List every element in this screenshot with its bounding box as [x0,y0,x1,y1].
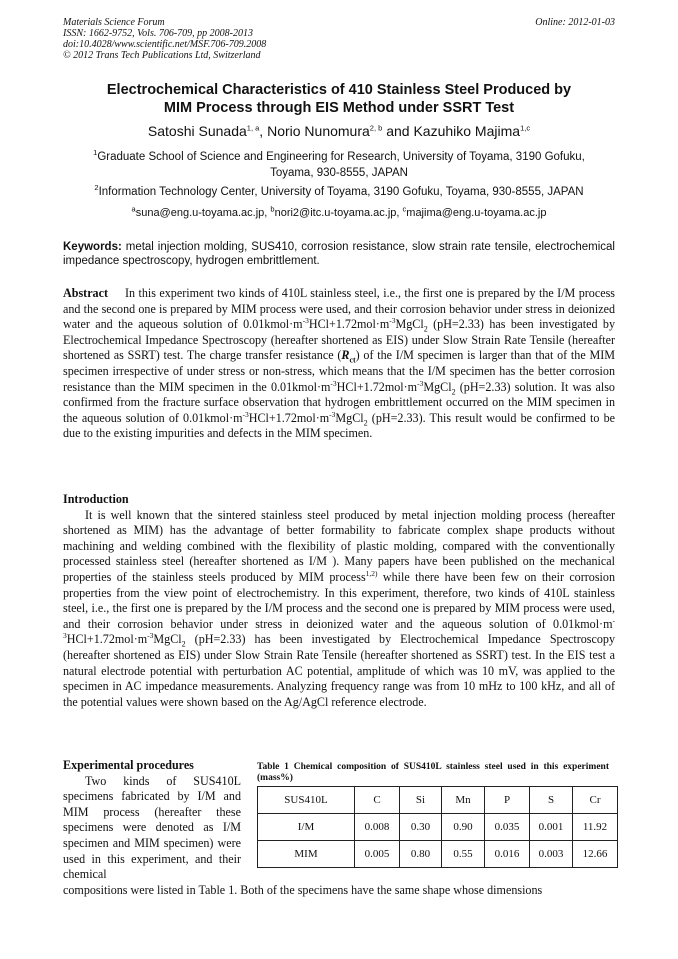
table-cell: 0.008 [355,814,400,841]
exponent: -3 [242,409,249,419]
rct-symbol: R [341,348,350,363]
issn: ISSN: 1662-9752, Vols. 706-709, pp 2008-2013 [63,28,253,39]
table-cell: 0.005 [355,841,400,868]
email-c-sup: c [402,204,407,214]
intro-text: MgCl [153,632,182,647]
subscript: 2 [181,639,186,649]
abstract-label: Abstract [63,286,109,300]
author-list [63,123,615,139]
abstract-text: In this experiment two kinds of 410L stainless steel, i.e., the first one is prepared by the I/M process and the second one is prepared by MIM process were used, and their corrosion behavior under stress in deionized water and the aqueous solution of 0.01kmol·m [63,286,615,332]
abstract-text: (pH=2.33) has been investigated by Electrochemical Impedance Spectroscopy (hereafter shortened as EIS) under Slow Strain Rate Tensile (hereafter shortened as SSRT) test. The charge transfer resistance ( [63,317,615,363]
paper-title [63,81,615,117]
journal-name: Materials Science Forum [63,17,165,28]
affiliation-1 [63,149,615,181]
experimental-heading: Experimental procedures [63,758,194,772]
table-cell: 12.66 [573,841,618,868]
abstract-text: ) of the I/M specimen is larger than that of the MIM specimen irrespective of under stress or non-stress, which means that the I/M specimen has the better corrosion resistance than the MIM specimen in the 0.01kmol·m [63,348,615,394]
email-b-sup: b [270,204,275,214]
affiliation-2-text: Information Technology Center, University of Toyama, 3190 Gofuku, Toyama, 930-8555, JAPAN [98,186,584,198]
table-cell: 0.80 [400,841,442,868]
doi: doi:10.4028/www.scientific.net/MSF.706-709.2008 [63,39,267,50]
experimental-text-continued: compositions were listed in Table 1. Both of the specimens have the same shape whose dimensions [63,883,543,897]
abstract-text: MgCl [395,317,424,332]
affiliation-1-num: 1 [93,148,98,158]
rct-subscript: ct [349,355,356,365]
author-separator: , [259,123,268,139]
author-separator: and [382,123,414,139]
email-b[interactable]: nori2@itc.u-toyama.ac.jp [274,207,397,219]
author-1: Satoshi Sunada [147,123,247,139]
email-list: $^a$suna@eng.u-toyama.ac.jp, $^b$nori2@itc.u-toyama.ac.jp, $^c$majima@eng.u-toyama.ac.jp [131,204,547,219]
experimental-text: Two kinds of SUS410L specimens fabricated by I/M and MIM process (hereafter these specimens were denoted as I/M specimen and MIM specimen) were used in this experiment, and their chemical [63,773,241,882]
exponent: -3 [147,631,154,641]
subscript: 2 [363,418,368,428]
affiliation-2-num: 2 [94,183,99,193]
abstract-text: MgCl [335,410,364,425]
exponent: -3 [330,378,337,388]
affiliation-1-line-2: Toyama, 930-8555, JAPAN [270,167,408,179]
exponent: -3 [302,316,309,326]
table-header-cell: SUS410L [258,787,355,814]
table-row [258,841,618,868]
table-cell: 0.90 [442,814,485,841]
author-1-sup: 1, a [246,123,260,133]
abstract-text: HCl+1.72mol·m [248,410,330,425]
abstract-text: (pH=2.33). This result would be confirmed to be due to the existing impurities and defects in the MIM specimen. [63,410,615,441]
exponent: -3 [63,615,615,641]
table-cell: MIM [258,841,355,868]
abstract-text: HCl+1.72mol·m [336,379,418,394]
intro-text: (pH=2.33) has been investigated by Electrochemical Impedance Spectroscopy (hereafter shortened as EIS) under Slow Strain Rate Tensile (hereafter shortened as SSRT) test. In the EIS test a natural electrode potential with perturbation AC potential, amplitude of which was 10 mV, was applied to the specimen in AC impedance measurements. Analyzing frequency range was from 10 mHz to 100 kHz, and all of the potential values were shown based on the Ag/AgCl reference electrode. [63,632,615,709]
exponent: -3 [389,316,396,326]
title-line-2: MIM Process through EIS Method under SSRT Test [163,100,515,116]
subscript: 2 [451,386,456,396]
exponent: -3 [329,409,336,419]
table-header-cell: Si [400,787,442,814]
online-date: Online: 2012-01-03 [535,17,615,28]
table-row [258,814,618,841]
abstract-text: (pH=2.33) solution. It was also confirmed from the fracture surface observation that hydrogen embrittlement occurred on the MIM specimen in the aqueous solution of 0.01kmol·m [63,379,615,425]
author-2-sup: 2, b [369,123,383,133]
table-cell: 0.003 [530,841,573,868]
table-cell: I/M [258,814,355,841]
citation: 1,2) [365,568,378,578]
email-a-sup: a [131,204,136,214]
intro-text: HCl+1.72mol·m [66,632,148,647]
table-caption: Table 1 Chemical composition of SUS410L stainless steel used in this experiment (mass%) [257,762,609,783]
table-cell: 0.001 [530,814,573,841]
abstract-text: MgCl [423,379,452,394]
affiliation-1-line-1: Graduate School of Science and Engineering for Research, University of Toyama, 3190 Gofuku, [97,151,585,163]
table-header-cell: S [530,787,573,814]
introduction [63,492,615,710]
table-header-cell: Cr [573,787,618,814]
affiliation-2 [63,184,615,200]
table-cell: 0.30 [400,814,442,841]
exponent: -3 [417,378,424,388]
copyright: © 2012 Trans Tech Publications Ltd, Switzerland [63,50,261,61]
table-cell: 0.035 [485,814,530,841]
keywords-label: Keywords: [63,241,122,253]
abstract-text: HCl+1.72mol·m [308,317,390,332]
email-a[interactable]: suna@eng.u-toyama.ac.jp [135,207,265,219]
author-3-sup: 1,c [520,123,531,133]
table-cell: 0.016 [485,841,530,868]
title-line-1: Electrochemical Characteristics of 410 Stainless Steel Produced by [106,82,572,98]
introduction-heading: Introduction [63,492,129,506]
table-cell: 11.92 [573,814,618,841]
intro-text: while there have been few on their corrosion properties from the view point of electrochemistry. In this experiment, therefore, two kinds of 410L stainless steel, i.e., the first one is prepared by the I/M process and the second one is prepared by MIM process were used, and their corrosion behavior under stress in deionized water and the aqueous solution of 0.01kmol·m [63,569,615,631]
email-c[interactable]: majima@eng.u-toyama.ac.jp [406,207,547,219]
journal-header [63,17,266,61]
subscript: 2 [423,324,428,334]
experimental-section [63,758,241,883]
author-3: Kazuhiko Majima [413,123,521,139]
keywords-text: metal injection molding, SUS410, corrosion resistance, slow strain rate tensile, electrochemical impedance spectroscopy, hydrogen embrittlement. [63,241,615,267]
table-header-cell: Mn [442,787,485,814]
composition-table [257,786,618,868]
table-cell: 0.55 [442,841,485,868]
table-header-cell: P [485,787,530,814]
keywords [63,240,615,268]
table-header-cell: C [355,787,400,814]
author-2: Norio Nunomura [267,123,370,139]
abstract [63,286,615,442]
intro-text: It is well known that the sintered stainless steel produced by metal injection molding process (hereafter shortened as MIM) has the advantage of better formability to fabricate complex shape products without machining and welding combined with the flexibility of plastic molding, compared with the conventionally processed stainless steel (hereafter shortened as I/M ). Many papers have been published on the mechanical properties of the stainless steels produced by MIM process [63,507,615,584]
table-header-row [258,787,618,814]
